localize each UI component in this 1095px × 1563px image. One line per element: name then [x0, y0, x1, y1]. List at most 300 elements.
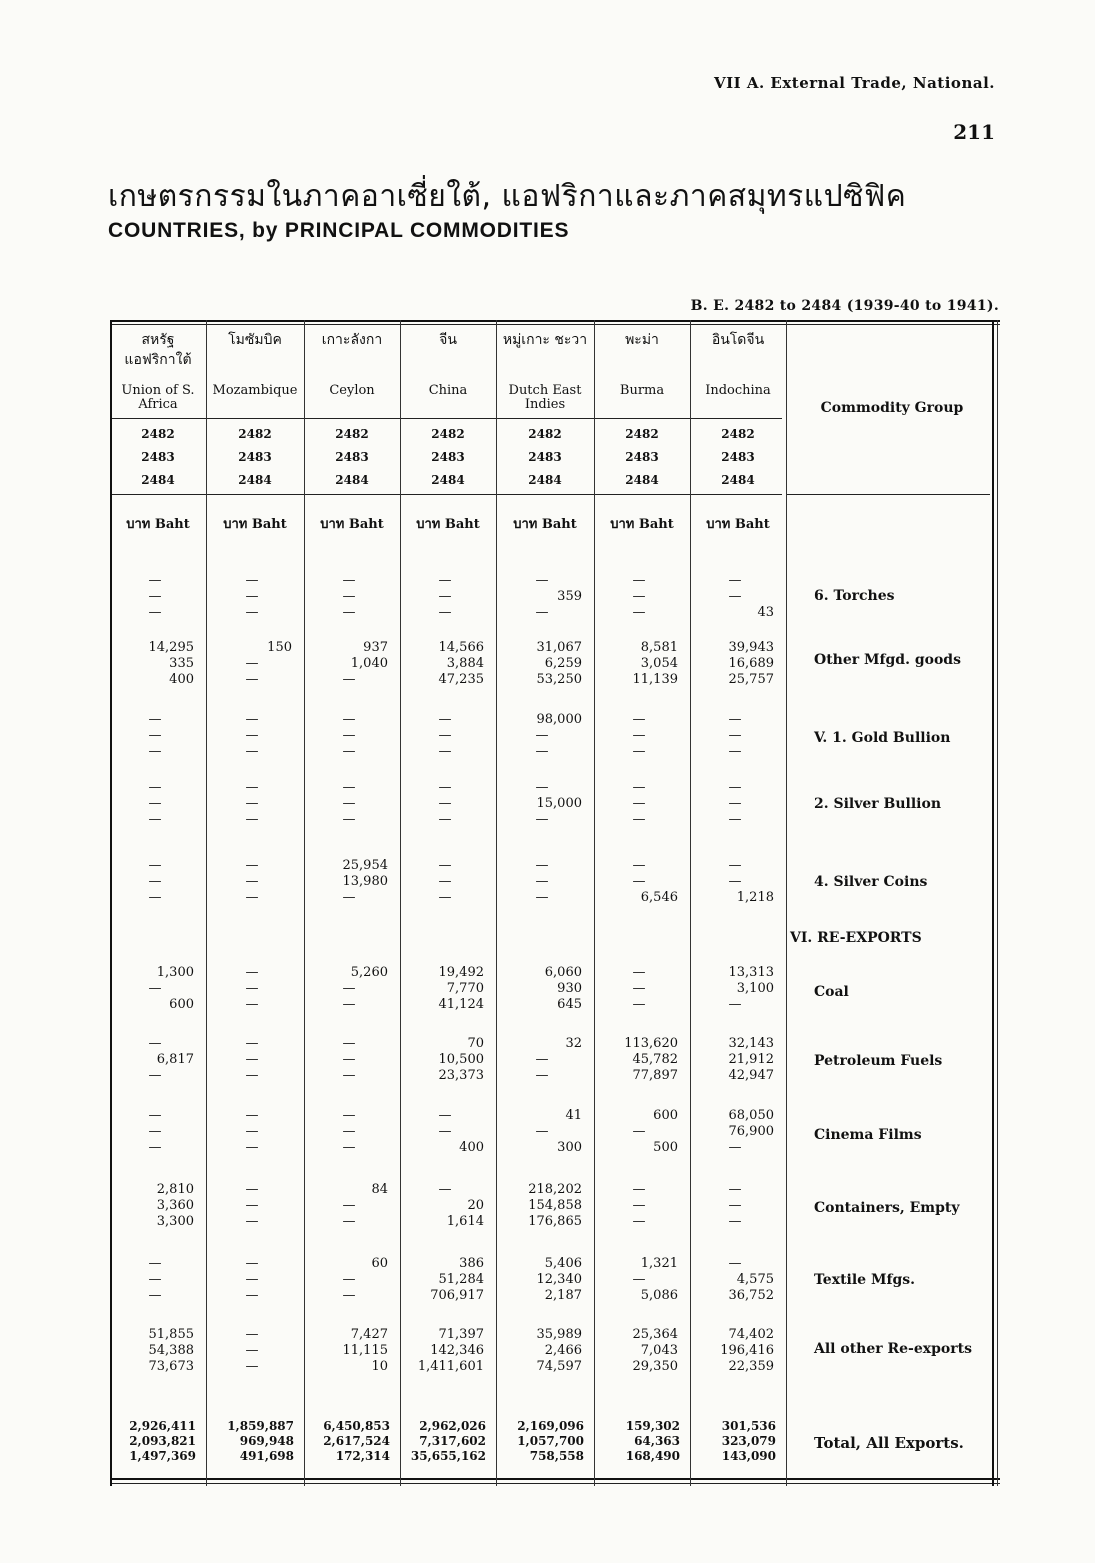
value-cell [310, 1108, 388, 1156]
value: 2,187 [544, 1288, 582, 1303]
total-value: 1,497,369 [129, 1449, 196, 1463]
nil-dash: — [342, 589, 356, 604]
nil-dash: — [342, 744, 356, 759]
nil-dash: — [728, 812, 742, 827]
nil-dash: — [148, 1068, 162, 1083]
value-cell [600, 1108, 678, 1156]
trade-table [110, 320, 1000, 1486]
total-value: 172,314 [335, 1449, 390, 1463]
value-cell [696, 712, 774, 760]
value-cell [116, 1108, 194, 1156]
value: 10,500 [438, 1052, 484, 1067]
value: 3,884 [446, 656, 484, 671]
nil-dash: — [342, 1124, 356, 1139]
value: 6,546 [640, 890, 678, 905]
total-cell [404, 1418, 486, 1463]
year-label: 2484 [431, 473, 465, 487]
value: 11,139 [632, 672, 678, 687]
value-cell [696, 780, 774, 828]
total-value: 758,558 [529, 1449, 584, 1463]
page-number: 211 [953, 120, 995, 144]
nil-dash: — [728, 1256, 742, 1271]
value: 8,581 [640, 640, 678, 655]
nil-dash: — [245, 858, 259, 873]
value-cell [406, 1256, 484, 1304]
value-cell [406, 1327, 484, 1375]
value: 43 [757, 605, 774, 620]
value-cell [212, 1108, 292, 1156]
value: 5,406 [544, 1256, 582, 1271]
col-rule-5 [594, 320, 595, 1486]
nil-dash: — [632, 874, 646, 889]
value: 22,359 [728, 1359, 774, 1374]
value-cell [502, 965, 582, 1013]
unit-label: บาท Baht [610, 517, 674, 532]
value-cell [502, 1327, 582, 1375]
value-cell [696, 1108, 774, 1156]
value: 42,947 [728, 1068, 774, 1083]
running-head: VII A. External Trade, National. [713, 74, 995, 92]
total-value: 143,090 [721, 1449, 776, 1463]
value: 32 [565, 1036, 582, 1051]
commodity-label: Cinema Films [814, 1127, 922, 1143]
nil-dash: — [245, 1108, 259, 1123]
nil-dash: — [632, 589, 646, 604]
nil-dash: — [632, 1198, 646, 1213]
value: 386 [459, 1256, 484, 1271]
value-cell [116, 1327, 194, 1375]
value-cell [212, 1036, 292, 1084]
value: 2,810 [156, 1182, 194, 1197]
nil-dash: — [245, 1052, 259, 1067]
nil-dash: — [342, 672, 356, 687]
value: 7,043 [640, 1343, 678, 1358]
col-rule-6 [690, 320, 691, 1486]
value: 13,313 [728, 965, 774, 980]
value: 3,300 [156, 1214, 194, 1229]
nil-dash: — [148, 1108, 162, 1123]
nil-dash: — [342, 997, 356, 1012]
nil-dash: — [245, 728, 259, 743]
nil-dash: — [438, 890, 452, 905]
column-header-english: Indochina [705, 383, 771, 398]
column-header-english: Dutch East Indies [508, 383, 582, 412]
nil-dash: — [728, 728, 742, 743]
column-header-thai: หมู่เกาะ ชะวา [502, 332, 588, 348]
nil-dash: — [148, 744, 162, 759]
year-label: 2482 [625, 427, 659, 441]
value-cell [310, 573, 388, 621]
value: 32,143 [728, 1036, 774, 1051]
year-label: 2482 [141, 427, 175, 441]
value-cell [212, 1182, 292, 1230]
nil-dash: — [438, 874, 452, 889]
year-label: 2482 [721, 427, 755, 441]
total-cell [598, 1418, 680, 1463]
value: 10 [371, 1359, 388, 1374]
total-cell [210, 1418, 294, 1463]
nil-dash: — [342, 1108, 356, 1123]
value-cell [116, 712, 194, 760]
value-cell [310, 1256, 388, 1304]
nil-dash: — [728, 573, 742, 588]
value-cell [116, 780, 194, 828]
year-label: 2484 [721, 473, 755, 487]
totals-label: Total, All Exports. [814, 1434, 964, 1452]
year-label: 2482 [335, 427, 369, 441]
value: 400 [169, 672, 194, 687]
value-cell [600, 573, 678, 621]
nil-dash: — [148, 712, 162, 727]
column-header-thai: พะม่า [625, 332, 659, 348]
nil-dash: — [245, 656, 259, 671]
nil-dash: — [148, 589, 162, 604]
nil-dash: — [342, 1288, 356, 1303]
year-label: 2483 [141, 450, 175, 464]
nil-dash: — [438, 1108, 452, 1123]
commodity-label: Other Mfgd. goods [814, 652, 961, 668]
value: 71,397 [438, 1327, 484, 1342]
value-cell [310, 780, 388, 828]
value: 98,000 [536, 712, 582, 727]
nil-dash: — [245, 712, 259, 727]
value-cell [696, 1327, 774, 1375]
value-cell [310, 858, 388, 906]
total-value: 1,859,887 [227, 1419, 294, 1433]
value: 3,100 [736, 981, 774, 996]
nil-dash: — [535, 728, 549, 743]
header-rule [110, 418, 782, 419]
nil-dash: — [728, 1140, 742, 1155]
unit-label: บาท Baht [416, 517, 480, 532]
nil-dash: — [148, 1256, 162, 1271]
nil-dash: — [245, 874, 259, 889]
year-label: 2483 [625, 450, 659, 464]
year-label: 2484 [335, 473, 369, 487]
total-cell [308, 1418, 390, 1463]
table-top-rule-inner [110, 324, 1000, 325]
commodity-group-header: Commodity Group [820, 400, 964, 416]
nil-dash: — [148, 796, 162, 811]
year-label: 2482 [431, 427, 465, 441]
nil-dash: — [245, 1343, 259, 1358]
nil-dash: — [728, 1182, 742, 1197]
value: 4,575 [736, 1272, 774, 1287]
nil-dash: — [148, 874, 162, 889]
nil-dash: — [632, 858, 646, 873]
nil-dash: — [245, 1182, 259, 1197]
value: 500 [653, 1140, 678, 1155]
value-cell [212, 1327, 292, 1375]
table-left-rule [110, 320, 112, 1486]
total-value: 2,617,524 [323, 1434, 390, 1448]
value-cell [406, 1108, 484, 1156]
nil-dash: — [728, 874, 742, 889]
value-cell [310, 1327, 388, 1375]
commodity-label: V. 1. Gold Bullion [814, 730, 951, 746]
total-cell [114, 1418, 196, 1463]
nil-dash: — [245, 672, 259, 687]
value: 3,360 [156, 1198, 194, 1213]
unit-label: บาท Baht [320, 517, 384, 532]
value-cell [116, 1036, 194, 1084]
column-header-english: Burma [619, 383, 665, 398]
commodity-header-rule [786, 494, 990, 495]
total-cell [694, 1418, 776, 1463]
value-cell [502, 573, 582, 621]
value: 60 [371, 1256, 388, 1271]
value: 7,427 [350, 1327, 388, 1342]
nil-dash: — [342, 1272, 356, 1287]
nil-dash: — [342, 780, 356, 795]
nil-dash: — [728, 712, 742, 727]
value-cell [600, 712, 678, 760]
value: 645 [557, 997, 582, 1012]
value: 600 [653, 1108, 678, 1123]
unit-label: บาท Baht [126, 517, 190, 532]
total-value: 491,698 [239, 1449, 294, 1463]
value: 25,954 [342, 858, 388, 873]
year-label: 2482 [238, 427, 272, 441]
value-cell [116, 858, 194, 906]
year-label: 2482 [528, 427, 562, 441]
value-cell [310, 712, 388, 760]
year-label: 2484 [625, 473, 659, 487]
column-header-english: Union of S. Africa [121, 383, 195, 412]
nil-dash: — [342, 712, 356, 727]
value: 14,566 [438, 640, 484, 655]
nil-dash: — [245, 1288, 259, 1303]
value: 1,300 [156, 965, 194, 980]
value-cell [406, 712, 484, 760]
value-cell [502, 712, 582, 760]
nil-dash: — [148, 1272, 162, 1287]
value-cell [600, 1256, 678, 1304]
nil-dash: — [632, 796, 646, 811]
value: 335 [169, 656, 194, 671]
nil-dash: — [342, 1198, 356, 1213]
nil-dash: — [438, 728, 452, 743]
value-cell [116, 573, 194, 621]
value-cell [502, 1256, 582, 1304]
value: 15,000 [536, 796, 582, 811]
value-cell [600, 1036, 678, 1084]
value-cell [310, 1036, 388, 1084]
value-cell [116, 965, 194, 1013]
value-cell [600, 1327, 678, 1375]
value-cell [502, 1108, 582, 1156]
value: 1,321 [640, 1256, 678, 1271]
value-cell [212, 965, 292, 1013]
nil-dash: — [535, 1124, 549, 1139]
value: 1,218 [736, 890, 774, 905]
value: 20 [467, 1198, 484, 1213]
nil-dash: — [148, 1140, 162, 1155]
period-label: B. E. 2482 to 2484 (1939-40 to 1941). [690, 298, 999, 314]
nil-dash: — [148, 573, 162, 588]
total-value: 301,536 [721, 1419, 776, 1433]
value-cell [502, 780, 582, 828]
column-header-english: Ceylon [329, 383, 375, 398]
value: 29,350 [632, 1359, 678, 1374]
nil-dash: — [245, 796, 259, 811]
nil-dash: — [245, 605, 259, 620]
nil-dash: — [342, 1068, 356, 1083]
nil-dash: — [632, 744, 646, 759]
commodity-label: Textile Mfgs. [814, 1272, 916, 1288]
table-top-rule [110, 320, 1000, 322]
nil-dash: — [438, 858, 452, 873]
value-cell [696, 640, 774, 688]
column-header-thai: อินโดจีน [711, 332, 765, 348]
value: 19,492 [438, 965, 484, 980]
nil-dash: — [632, 1124, 646, 1139]
value: 13,980 [342, 874, 388, 889]
value-cell [696, 858, 774, 906]
value: 2,466 [544, 1343, 582, 1358]
value: 6,060 [544, 965, 582, 980]
total-value: 969,948 [239, 1434, 294, 1448]
value: 31,067 [536, 640, 582, 655]
value: 154,858 [528, 1198, 582, 1213]
value-cell [406, 1182, 484, 1230]
value: 23,373 [438, 1068, 484, 1083]
total-value: 2,962,026 [419, 1419, 486, 1433]
value: 400 [459, 1140, 484, 1155]
value: 54,388 [148, 1343, 194, 1358]
value-cell [310, 1182, 388, 1230]
year-label: 2483 [721, 450, 755, 464]
year-label: 2484 [238, 473, 272, 487]
nil-dash: — [728, 744, 742, 759]
col-rule-3 [400, 320, 401, 1486]
nil-dash: — [245, 780, 259, 795]
value: 74,597 [536, 1359, 582, 1374]
value: 70 [467, 1036, 484, 1051]
nil-dash: — [148, 1124, 162, 1139]
value-cell [600, 640, 678, 688]
value-cell [502, 1182, 582, 1230]
total-value: 35,655,162 [410, 1449, 486, 1463]
value: 21,912 [728, 1052, 774, 1067]
value: 930 [557, 981, 582, 996]
col-rule-1 [206, 320, 207, 1486]
commodity-label: 6. Torches [814, 588, 895, 604]
value: 6,817 [156, 1052, 194, 1067]
total-value: 323,079 [721, 1434, 776, 1448]
value: 1,411,601 [417, 1359, 484, 1374]
value: 41,124 [438, 997, 484, 1012]
nil-dash: — [245, 1124, 259, 1139]
value: 142,346 [430, 1343, 484, 1358]
column-header-english: Mozambique [212, 383, 298, 398]
col-rule-7 [786, 320, 787, 1486]
nil-dash: — [245, 1327, 259, 1342]
value: 11,115 [342, 1343, 388, 1358]
value: 84 [371, 1182, 388, 1197]
nil-dash: — [728, 1214, 742, 1229]
value: 12,340 [536, 1272, 582, 1287]
commodity-label: 4. Silver Coins [814, 874, 928, 890]
value-cell [310, 965, 388, 1013]
value: 51,284 [438, 1272, 484, 1287]
commodity-label: All other Re-exports [814, 1341, 972, 1357]
value-cell [406, 858, 484, 906]
value: 937 [363, 640, 388, 655]
value: 300 [557, 1140, 582, 1155]
year-rule [110, 494, 782, 495]
value-cell [600, 780, 678, 828]
total-value: 168,490 [625, 1449, 680, 1463]
total-value: 2,093,821 [129, 1434, 196, 1448]
nil-dash: — [342, 1036, 356, 1051]
value: 16,689 [728, 656, 774, 671]
nil-dash: — [728, 589, 742, 604]
year-label: 2483 [238, 450, 272, 464]
nil-dash: — [728, 997, 742, 1012]
value: 25,757 [728, 672, 774, 687]
value: 51,855 [148, 1327, 194, 1342]
value-cell [212, 858, 292, 906]
value: 39,943 [728, 640, 774, 655]
nil-dash: — [728, 780, 742, 795]
nil-dash: — [148, 812, 162, 827]
value-cell [310, 640, 388, 688]
value: 113,620 [624, 1036, 678, 1051]
title-english: COUNTRIES, by PRINCIPAL COMMODITIES [108, 219, 570, 242]
nil-dash: — [438, 812, 452, 827]
table-bottom-rule-inner [110, 1483, 1000, 1484]
nil-dash: — [438, 1182, 452, 1197]
nil-dash: — [245, 1036, 259, 1051]
total-cell [500, 1418, 584, 1463]
nil-dash: — [632, 1272, 646, 1287]
nil-dash: — [245, 890, 259, 905]
nil-dash: — [245, 573, 259, 588]
value-cell [600, 1182, 678, 1230]
value: 36,752 [728, 1288, 774, 1303]
year-label: 2483 [528, 450, 562, 464]
total-value: 1,057,700 [517, 1434, 584, 1448]
nil-dash: — [632, 965, 646, 980]
total-value: 159,302 [625, 1419, 680, 1433]
value: 150 [267, 640, 292, 655]
value-cell [212, 640, 292, 688]
nil-dash: — [245, 1359, 259, 1374]
nil-dash: — [245, 812, 259, 827]
value: 1,614 [446, 1214, 484, 1229]
commodity-label: 2. Silver Bullion [814, 796, 942, 812]
col-rule-4 [496, 320, 497, 1486]
nil-dash: — [245, 744, 259, 759]
nil-dash: — [632, 728, 646, 743]
nil-dash: — [148, 605, 162, 620]
value-cell [502, 858, 582, 906]
value: 196,416 [720, 1343, 774, 1358]
column-header-thai: จีน [439, 332, 457, 348]
nil-dash: — [438, 1124, 452, 1139]
nil-dash: — [535, 1052, 549, 1067]
nil-dash: — [148, 780, 162, 795]
nil-dash: — [342, 981, 356, 996]
nil-dash: — [245, 997, 259, 1012]
value-cell [502, 640, 582, 688]
nil-dash: — [535, 858, 549, 873]
value-cell [600, 858, 678, 906]
nil-dash: — [535, 1068, 549, 1083]
nil-dash: — [342, 573, 356, 588]
nil-dash: — [148, 981, 162, 996]
